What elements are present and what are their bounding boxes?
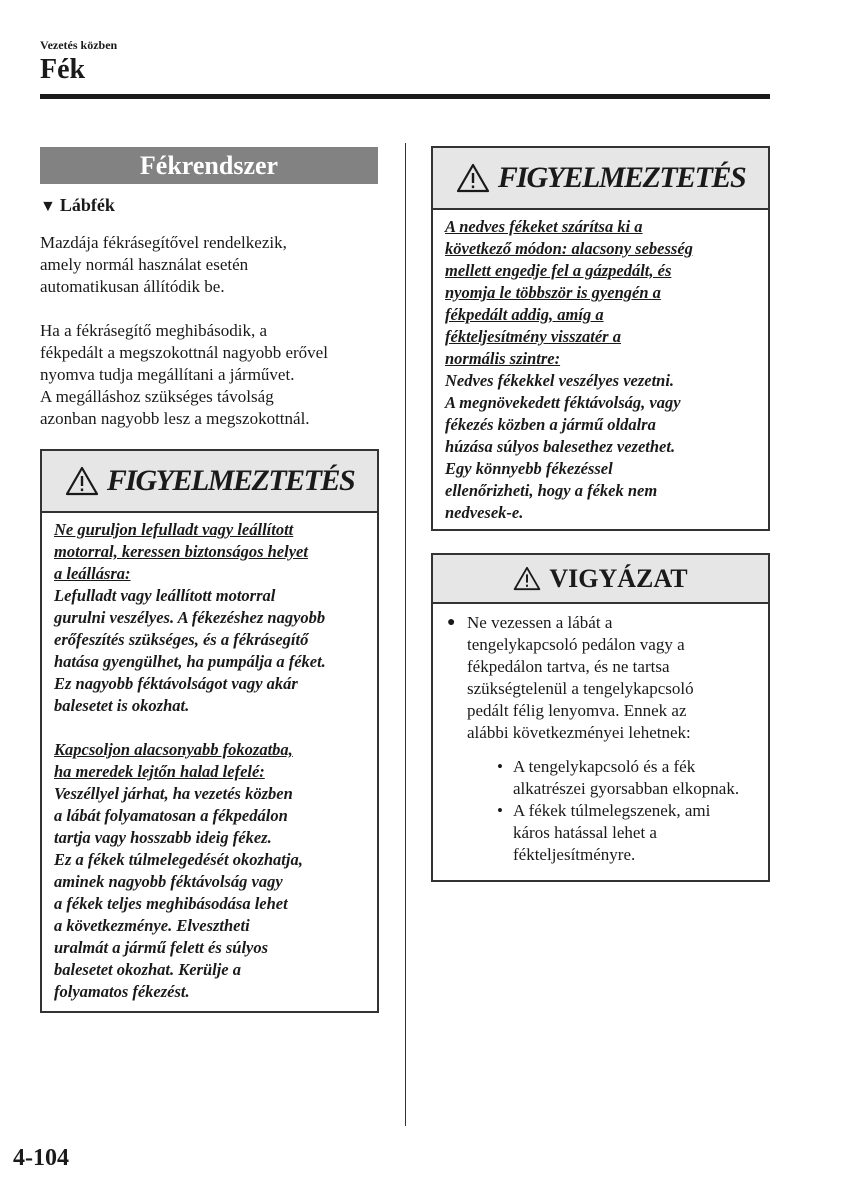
warning-text-line: balesetet is okozhat. xyxy=(54,696,190,715)
warning-emphasis-line: mellett engedje fel a gázpedált, és xyxy=(445,261,672,280)
text-line: Ne vezessen a lábát a xyxy=(467,613,613,632)
title-rule xyxy=(40,94,770,99)
warning-emphasis-line: motorral, keressen biztonságos helyet xyxy=(54,542,308,561)
warning-text-line: uralmát a jármű felett és súlyos xyxy=(54,938,269,957)
warning-emphasis-line: a leállásra: xyxy=(54,564,131,583)
list-item xyxy=(445,612,758,866)
warning-text-line: Nedves fékekkel veszélyes vezetni. xyxy=(445,371,675,390)
caution-triangle-icon xyxy=(513,566,541,591)
text-line: fékpedált a megszokottnál nagyobb erővel xyxy=(40,343,328,362)
text-line: Ha a fékrásegítő meghibásodik, a xyxy=(40,321,268,340)
warning-text-line: Ez nagyobb féktávolságot vagy akár xyxy=(54,674,298,693)
sub-list-item xyxy=(489,800,758,866)
warning-text-line: erőfeszítés szükséges, és a fékrásegítő xyxy=(54,630,309,649)
warning-emphasis-line: Ne guruljon lefulladt vagy leállított xyxy=(54,520,294,539)
warning-title: FIGYELMEZTETÉS xyxy=(106,464,355,497)
warning-body xyxy=(433,210,768,524)
warning-body xyxy=(42,513,377,1003)
warning-text-line: balesetet okozhat. Kerülje a xyxy=(54,960,241,979)
warning-emphasis-line: ha meredek lejtőn halad lefelé: xyxy=(54,762,265,781)
warning-text-line: húzása súlyos balesethez vezethet. xyxy=(445,437,676,456)
topic-label: Lábfék xyxy=(59,195,115,215)
warning-text-line: Lefulladt vagy leállított motorral xyxy=(54,586,276,605)
sub-list-item xyxy=(489,756,758,800)
text-line: alábbi következményei lehetnek: xyxy=(467,723,691,742)
warning-text-line: tartja vagy hosszabb ideig fékez. xyxy=(54,828,272,847)
warning-box-left xyxy=(40,449,379,1013)
text-line: A megálláshoz szükséges távolság xyxy=(40,387,274,406)
warning-title: FIGYELMEZTETÉS xyxy=(497,161,746,194)
page-number: 4-104 xyxy=(13,1145,69,1171)
paragraph-2 xyxy=(40,320,385,430)
warning-emphasis-line: A nedves fékeket szárítsa ki a xyxy=(445,217,643,236)
warning-text-line: Egy könnyebb fékezéssel xyxy=(445,459,613,478)
text-line: tengelykapcsoló pedálon vagy a xyxy=(467,635,685,654)
caution-box xyxy=(431,553,770,882)
text-line: nyomva tudja megállítani a járművet. xyxy=(40,365,295,384)
section-label: Vezetés közben xyxy=(40,38,118,52)
warning-text-line: a fékek teljes meghibásodása lehet xyxy=(54,894,288,913)
warning-triangle-icon xyxy=(456,163,490,193)
warning-text-line: aminek nagyobb féktávolság vagy xyxy=(54,872,283,891)
warning-text-line: Ez a fékek túlmelegedését okozhatja, xyxy=(54,850,303,869)
warning-text-line: folyamatos fékezést. xyxy=(54,982,190,1001)
warning-text-line: fékezés közben a jármű oldalra xyxy=(445,415,656,434)
warning-header xyxy=(433,148,768,210)
warning-text-line: A megnövekedett féktávolság, vagy xyxy=(445,393,681,412)
page-title: Fék xyxy=(40,54,86,85)
warning-triangle-icon xyxy=(65,466,99,496)
warning-emphasis-line: fékpedált addig, amíg a xyxy=(445,305,604,324)
bullet-icon: • xyxy=(497,757,503,776)
sub-list xyxy=(467,756,758,866)
text-line: pedált félig lenyomva. Ennek az xyxy=(467,701,687,720)
paragraph-1 xyxy=(40,232,385,298)
column-divider xyxy=(405,143,406,1126)
text-line: azonban nagyobb lesz a megszokottnál. xyxy=(40,409,310,428)
warning-box-right xyxy=(431,146,770,531)
warning-text-line: a következménye. Elvesztheti xyxy=(54,916,250,935)
caution-body xyxy=(433,604,768,866)
warning-emphasis-line: Kapcsoljon alacsonyabb fokozatba, xyxy=(54,740,293,759)
spacer xyxy=(54,717,367,739)
caution-title: VIGYÁZAT xyxy=(549,563,688,593)
text-line: alkatrészei gyorsabban elkopnak. xyxy=(513,779,740,798)
warning-text-line: a lábát folyamatosan a fékpedálon xyxy=(54,806,288,825)
bullet-icon: ● xyxy=(447,615,456,630)
subhead-fekrendszer: Fékrendszer xyxy=(40,147,378,184)
topic-heading xyxy=(40,195,115,216)
text-line: fékteljesítményre. xyxy=(513,845,636,864)
triangle-down-icon: ▼ xyxy=(40,198,56,215)
warning-emphasis-line: következő módon: alacsony sebesség xyxy=(445,239,693,258)
text-line: automatikusan állítódik be. xyxy=(40,277,225,296)
text-line: káros hatással lehet a xyxy=(513,823,657,842)
warning-emphasis-line: fékteljesítmény visszatér a xyxy=(445,327,621,346)
warning-text-line: hatása gyengülhet, ha pumpálja a féket. xyxy=(54,652,326,671)
text-line: A tengelykapcsoló és a fék xyxy=(513,757,696,776)
warning-text-line: gurulni veszélyes. A fékezéshez nagyobb xyxy=(54,608,326,627)
bullet-icon: • xyxy=(497,801,503,820)
warning-emphasis-line: normális szintre: xyxy=(445,349,561,368)
caution-header xyxy=(433,555,768,604)
text-line: fékpedálon tartva, és ne tartsa xyxy=(467,657,670,676)
warning-emphasis-line: nyomja le többször is gyengén a xyxy=(445,283,661,302)
warning-text-line: ellenőrizheti, hogy a fékek nem xyxy=(445,481,658,500)
caution-list xyxy=(445,612,758,866)
warning-header xyxy=(42,451,377,513)
text-line: szükségtelenül a tengelykapcsoló xyxy=(467,679,694,698)
text-line: amely normál használat esetén xyxy=(40,255,249,274)
warning-text-line: Veszéllyel járhat, ha vezetés közben xyxy=(54,784,293,803)
text-line: A fékek túlmelegszenek, ami xyxy=(513,801,711,820)
text-line: Mazdája fékrásegítővel rendelkezik, xyxy=(40,233,287,252)
warning-text-line: nedvesek-e. xyxy=(445,503,524,522)
